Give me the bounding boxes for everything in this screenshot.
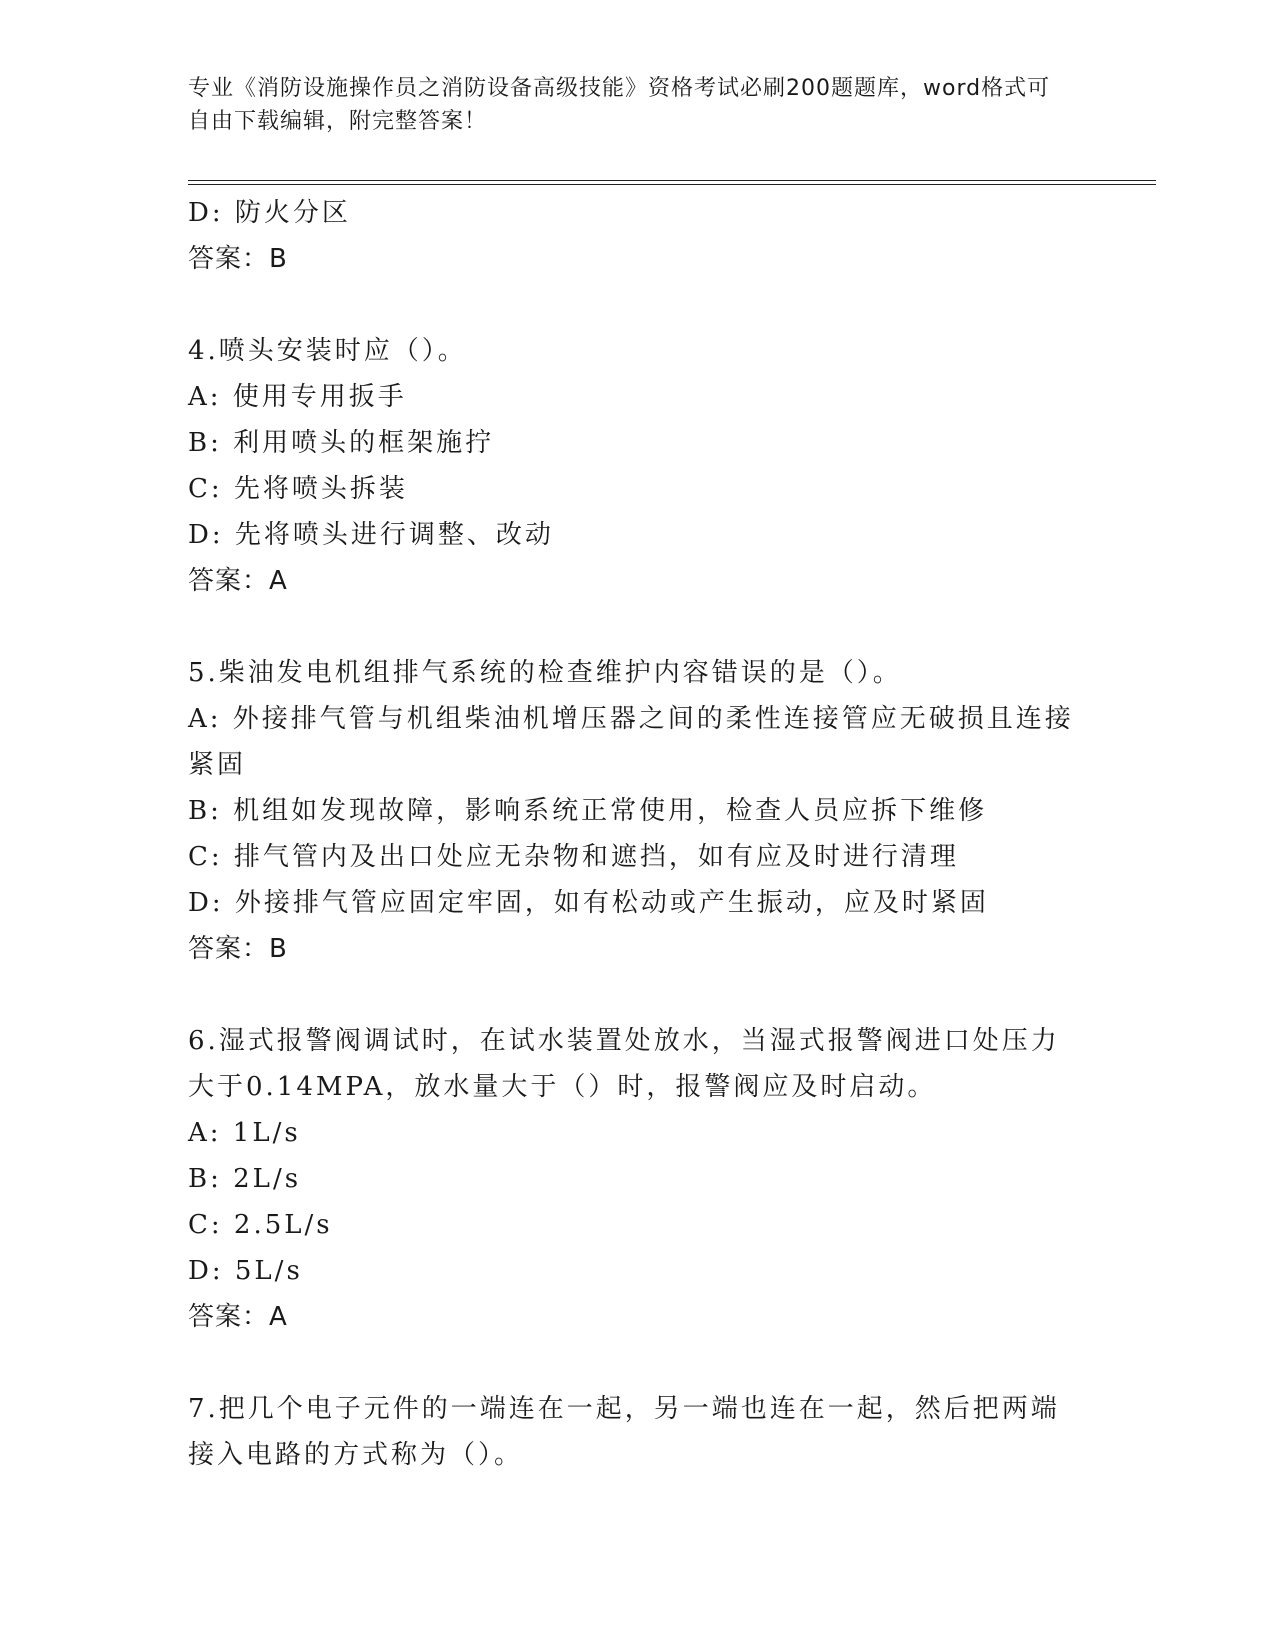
option-d: D: 5L/s <box>188 1256 303 1286</box>
spacer <box>188 604 1088 650</box>
spacer <box>188 972 1088 1018</box>
question-stem: 5.柴油发电机组排气系统的检查维护内容错误的是（）。 <box>188 658 902 688</box>
answer: 答案：B <box>188 244 288 274</box>
question-stem: 7.把几个电子元件的一端连在一起，另一端也连在一起，然后把两端接入电路的方式称为（）。 <box>188 1394 1060 1470</box>
option-c: C: 先将喷头拆装 <box>188 474 408 504</box>
question-5 <box>188 650 1088 972</box>
option-d: D: 外接排气管应固定牢固，如有松动或产生振动，应及时紧固 <box>188 888 989 918</box>
question-6 <box>188 1018 1088 1340</box>
option-a: A: 外接排气管与机组柴油机增压器之间的柔性连接管应无破损且连接紧固 <box>188 704 1074 780</box>
option-a: A: 使用专用扳手 <box>188 382 407 412</box>
question-4 <box>188 328 1088 604</box>
option-d: D: 防火分区 <box>188 198 351 228</box>
question-stem: 6.湿式报警阀调试时，在试水装置处放水，当湿式报警阀进口处压力大于0.14MPA，放水量大于（）时，报警阀应及时启动。 <box>188 1026 1060 1102</box>
question-7 <box>188 1386 1088 1478</box>
answer: 答案：B <box>188 934 288 964</box>
question-stem: 4.喷头安装时应（）。 <box>188 336 467 366</box>
answer: 答案：A <box>188 566 288 596</box>
option-d: D: 先将喷头进行调整、改动 <box>188 520 554 550</box>
question-3-tail <box>188 190 1088 282</box>
option-a: A: 1L/s <box>188 1118 301 1148</box>
option-c: C: 排气管内及出口处应无杂物和遮挡，如有应及时进行清理 <box>188 842 959 872</box>
question-list <box>188 190 1088 1478</box>
page-header <box>188 72 1068 138</box>
answer: 答案：A <box>188 1302 288 1332</box>
option-b: B: 机组如发现故障，影响系统正常使用，检查人员应拆下维修 <box>188 796 988 826</box>
spacer <box>188 282 1088 328</box>
option-b: B: 2L/s <box>188 1164 302 1194</box>
option-c: C: 2.5L/s <box>188 1210 333 1240</box>
option-b: B: 利用喷头的框架施拧 <box>188 428 495 458</box>
header-text: 专业《消防设施操作员之消防设备高级技能》资格考试必刷200题题库，word格式可自由下载编辑，附完整答案！ <box>188 76 1051 134</box>
header-double-rule <box>188 180 1156 185</box>
spacer <box>188 1340 1088 1386</box>
